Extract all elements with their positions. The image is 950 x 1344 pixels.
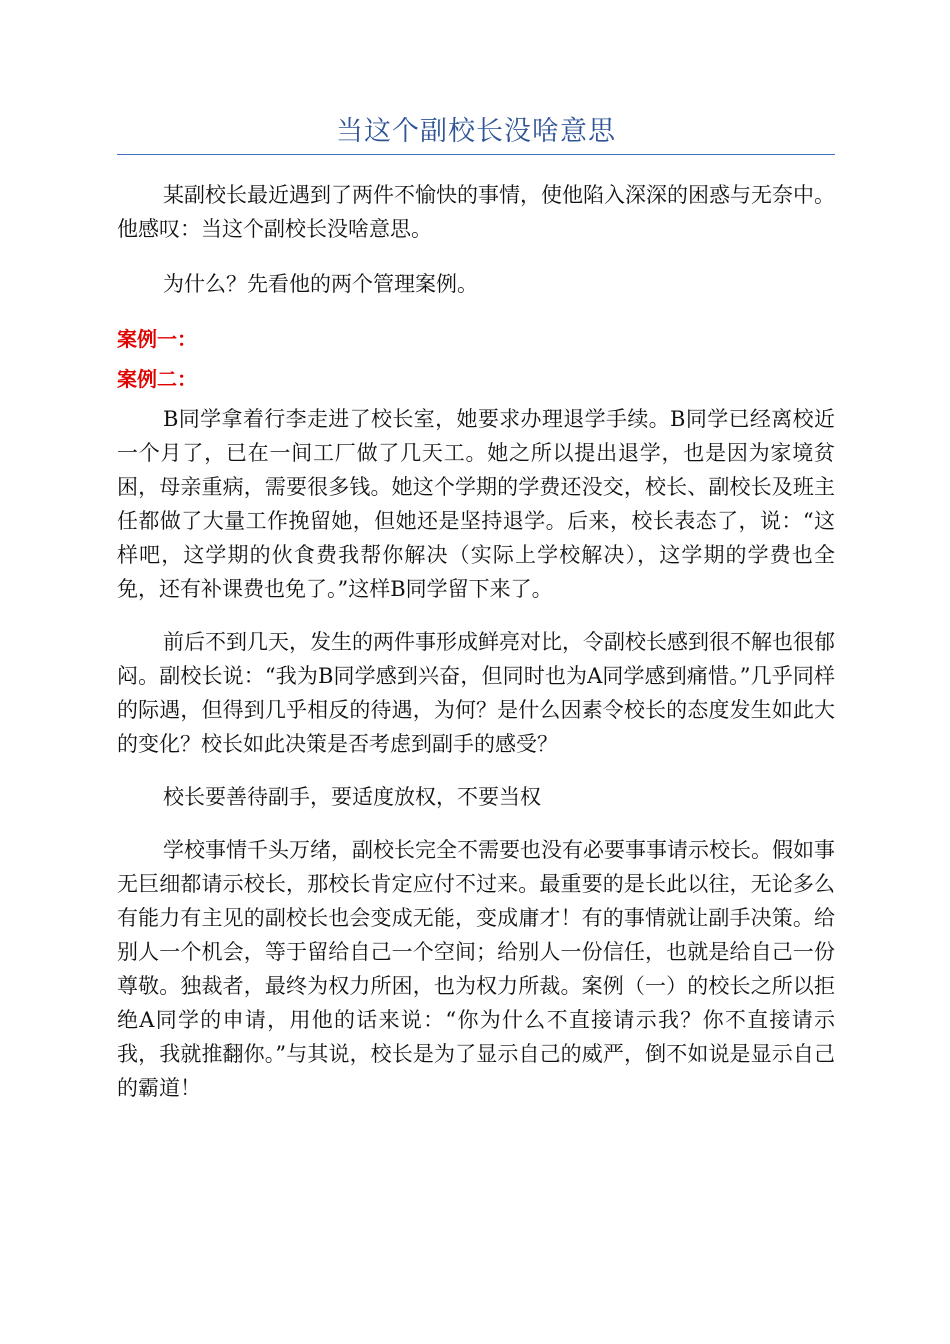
paragraph-case-two: B同学拿着行李走进了校长室，她要求办理退学手续。B同学已经离校近一个月了，已在一间工厂做了几天工。她之所以提出退学，也是因为家境贫困，母亲重病，需要很多钱。她这个学期的学费还没交，校长、副校长及班主任都做了大量工作挽留她，但她还是坚持退学。后来，校长表态了，说：“这样吧，这学期的伙食费我帮你解决（实际上学校解决），这学期的学费也全免，还有补课费也免了。”这样B同学留下来了。 <box>117 407 835 601</box>
document-title: 当这个副校长没啥意思 <box>336 116 616 147</box>
paragraph-analysis: 学校事情千头万绪，副校长完全不需要也没有必要事事请示校长。假如事无巨细都请示校长，那校长肯定应付不过来。最重要的是长此以往，无论多么有能力有主见的副校长也会变成无能，变成庸才！有的事情就让副手决策。给别人一个机会，等于留给自己一个空间；给别人一份信任，也就是给自己一份尊敬。独裁者，最终为权力所困，也为权力所裁。案例（一）的校长之所以拒绝A同学的申请，用他的话来说：“你为什么不直接请示我？你不直接请示我，我就推翻你。”与其说，校长是为了显示自己的威严，倒不如说是显示自己的霸道！ <box>117 838 835 1100</box>
paragraph-intro: 某副校长最近遇到了两件不愉快的事情，使他陷入深深的困惑与无奈中。他感叹：当这个副校长没啥意思。 <box>117 183 835 241</box>
title-underline <box>117 154 835 155</box>
paragraph-why: 为什么？先看他的两个管理案例。 <box>163 272 478 296</box>
case-one-heading: 案例一： <box>117 327 197 351</box>
paragraph-contrast: 前后不到几天，发生的两件事形成鲜亮对比，令副校长感到很不解也很郁闷。副校长说：“我为B同学感到兴奋，但同时也为A同学感到痛惜。”几乎同样的际遇，但得到几乎相反的待遇，为何？是什么因素令校长的态度发生如此大的变化？校长如此决策是否考虑到副手的感受？ <box>117 630 835 756</box>
section-subheading: 校长要善待副手，要适度放权，不要当权 <box>163 785 541 809</box>
document-body <box>117 178 835 1105</box>
case-two-heading: 案例二： <box>117 367 197 391</box>
